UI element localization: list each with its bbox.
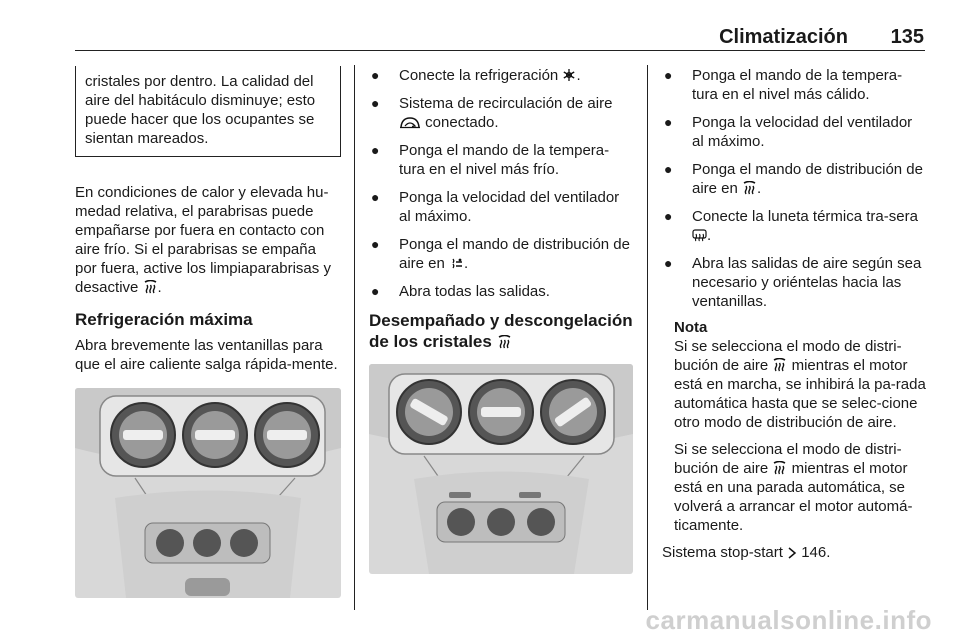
column-divider-1	[354, 65, 355, 610]
list-item: ● Abra todas las salidas.	[371, 283, 550, 300]
rear-window-heat-icon	[692, 229, 707, 242]
column-3	[662, 66, 926, 562]
note-paragraph-2: Si se selecciona el modo de distri-bución de aire mientras el motor está en una parada automática, se volverá a arrancar el motor automá-ticamente.	[674, 441, 913, 534]
recirculation-icon	[399, 116, 421, 129]
paragraph-windscreen: En condiciones de calor y elevada hu-medad relativa, el parabrisas puede empañarse por fuera en contacto con aire frío. Si el parabrisas se empaña por fuera, active los limpiaparabrisas y desactive .	[75, 184, 331, 296]
header-rule	[75, 50, 925, 51]
list-item: ● Ponga la velocidad del ventilador al máximo.	[664, 114, 913, 150]
snowflake-ac-icon	[562, 68, 576, 82]
windscreen-defrost-icon	[742, 181, 757, 195]
dial-distribution	[255, 403, 319, 467]
dial-temperature	[111, 403, 175, 467]
page-header	[0, 0, 960, 50]
note-block	[662, 318, 926, 535]
climate-controls-illustration-1	[75, 388, 341, 598]
column-divider-2	[647, 65, 648, 610]
crossref-arrow-icon	[787, 547, 797, 559]
warning-note-box	[75, 66, 341, 157]
list-item: ● Ponga el mando de distribución de aire en .	[664, 161, 923, 197]
column-2	[369, 66, 633, 574]
dial-fan	[469, 380, 533, 444]
page-number: 135	[890, 26, 924, 48]
dial-temperature	[397, 380, 461, 444]
watermark: carmanualsonline.info	[645, 605, 932, 635]
windscreen-defrost-icon	[772, 358, 787, 372]
windscreen-defrost-icon	[143, 280, 158, 294]
windscreen-defrost-icon	[772, 461, 787, 475]
climate-controls-illustration-2	[369, 364, 633, 574]
paragraph-windscreen-text: En condiciones de calor y elevada hu-medad relativa, el parabrisas puede empañarse por fuera en contacto con aire frío. Si el parabrisas se empaña por fuera, active los limpiaparabrisas y desactive	[75, 184, 331, 296]
list-item: ● Sistema de recirculación de aire conectado.	[371, 95, 613, 131]
vent-mode-icon	[449, 257, 464, 270]
column-1	[75, 66, 341, 598]
chapter-title: Climatización	[719, 26, 848, 48]
list-item: ● Ponga el mando de distribución de aire en .	[371, 236, 630, 272]
paragraph-max-cooling: Abra brevemente las ventanillas para que el aire caliente salga rápida-mente.	[75, 337, 338, 373]
heading-max-cooling: Refrigeración máxima	[75, 310, 253, 329]
list-item: ● Conecte la refrigeración .	[371, 67, 581, 84]
dial-fan	[183, 403, 247, 467]
list-item: ● Ponga el mando de la tempera-tura en el nivel más frío.	[371, 142, 610, 178]
dial-distribution	[541, 380, 605, 444]
max-cooling-steps	[369, 66, 633, 301]
defrost-steps	[662, 66, 926, 311]
crossref-stop-start[interactable]: Sistema stop-start 146.	[662, 544, 831, 561]
list-item: ● Abra las salidas de aire según sea necesario y oriéntelas hacia las ventanillas.	[664, 255, 922, 310]
warning-note-text: cristales por dentro. La calidad del aire del habitáculo disminuye; esto puede hacer que los ocupantes se sientan mareados.	[85, 73, 316, 147]
note-paragraph-1: Si se selecciona el modo de distri-bución de aire mientras el motor está en marcha, se inhibirá la pa-rada automática hasta que se selec-cione otro modo de distribución de aire.	[674, 338, 926, 431]
windscreen-defrost-icon	[497, 335, 512, 349]
heading-defrost: Desempañado y descongelación de los cristales	[369, 311, 633, 351]
note-label: Nota	[674, 319, 708, 336]
list-item: ● Ponga la velocidad del ventilador al máximo.	[371, 189, 620, 225]
list-item: ● Conecte la luneta térmica tra-sera .	[664, 208, 918, 244]
list-item: ● Ponga el mando de la tempera-tura en el nivel más cálido.	[664, 67, 903, 103]
